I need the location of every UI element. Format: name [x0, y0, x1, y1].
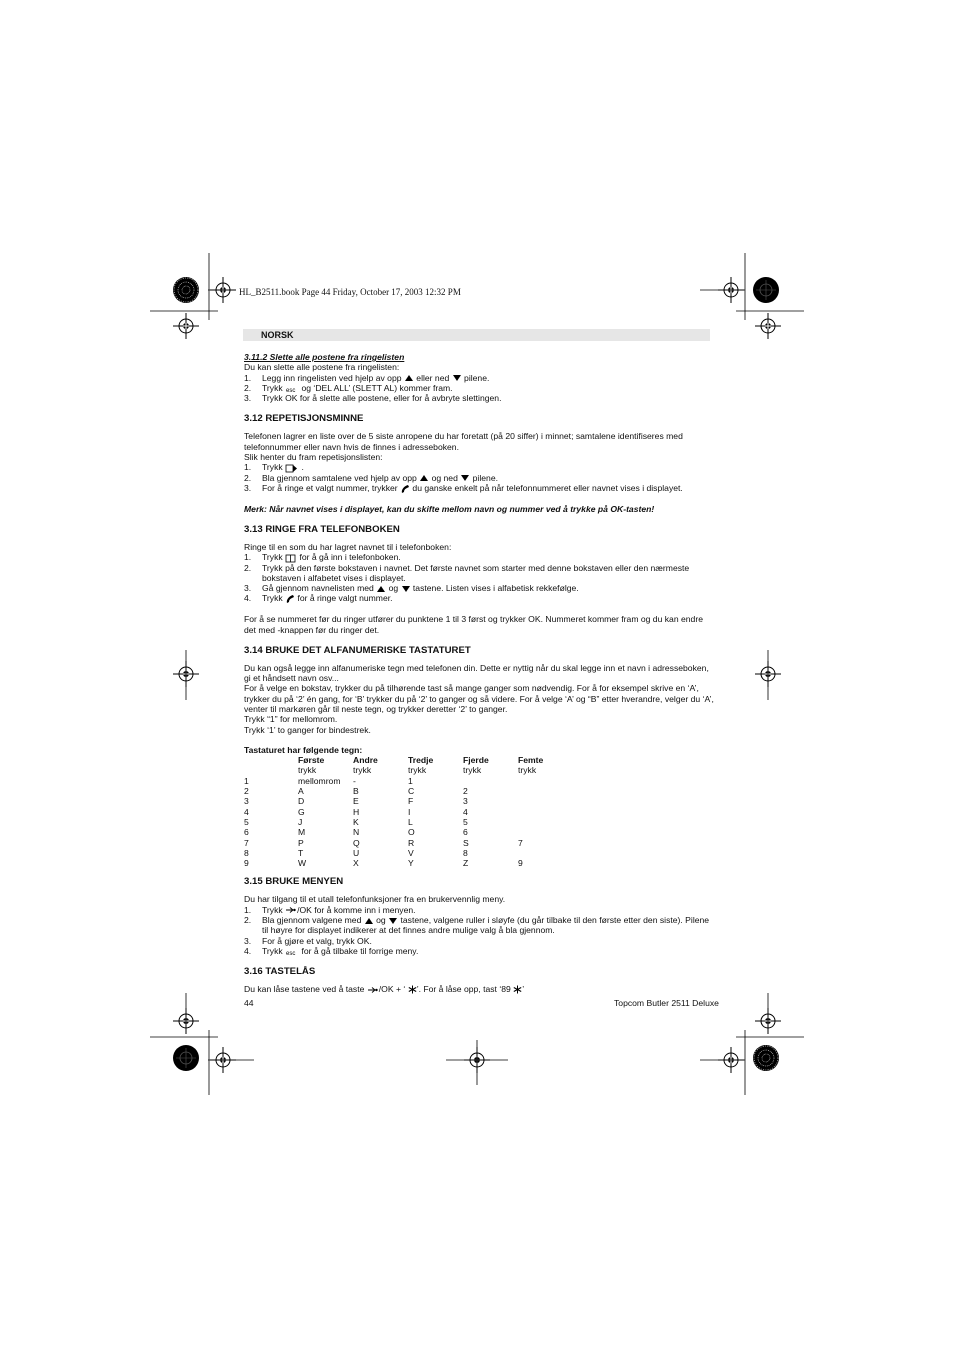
- table-header-row: [244, 755, 573, 765]
- paragraph: Ringe til en som du har lagret navnet til i telefonboken:: [244, 542, 452, 552]
- table-subheader-row: [244, 765, 573, 775]
- keypad-table: [244, 755, 573, 868]
- list-item: 3. For å ringe et valgt nummer, trykker du ganske enkelt på når telefonnummeret eller navnet vises i displayet.: [244, 482, 683, 493]
- table-cell: Fjerde: [463, 755, 489, 766]
- paragraph: For å se nummeret før du ringer utfører du punktene 1 til 3 først og trykker OK. Nummeret kommer fram og du kan endre det med -knappen før du ringer det.: [244, 614, 703, 635]
- menu-key-icon: [367, 986, 379, 994]
- section-title: 3.15 BRUKE MENYEN: [244, 876, 344, 888]
- color-target-icon: [753, 277, 779, 303]
- table-cell: K: [353, 816, 359, 827]
- table-cell: M: [298, 827, 306, 838]
- list-item: 4. Trykk esc for å gå tilbake til forrige meny.: [244, 945, 419, 956]
- table-cell: B: [353, 786, 359, 797]
- table-cell: [518, 817, 573, 827]
- table-cell: trykk: [463, 765, 482, 776]
- table-cell: F: [408, 796, 414, 807]
- table-cell: 6: [463, 827, 468, 838]
- table-cell: Andre: [353, 755, 378, 766]
- table-cell: -: [353, 775, 356, 786]
- table-cell: T: [298, 847, 304, 858]
- note: Merk: Når navnet vises i displayet, kan du skifte mellom navn og nummer ved å trykke på OK-tasten!: [244, 503, 655, 514]
- table-cell: S: [463, 837, 469, 848]
- paragraph: Du har tilgang til et utall telefonfunksjoner fra en brukervennlig meny.: [244, 894, 506, 905]
- paragraph: Du kan slette alle postene fra ringelisten:: [244, 362, 400, 373]
- list-item: 3. Trykk OK for å slette alle postene, eller for å avbryte slettingen.: [244, 393, 502, 404]
- table-cell: G: [298, 806, 305, 817]
- table-cell: I: [408, 806, 411, 817]
- step-list: [244, 552, 714, 604]
- table-row: [244, 838, 573, 848]
- table-cell: 3: [244, 796, 249, 807]
- table-cell: trykk: [298, 765, 317, 776]
- table-cell: [244, 765, 298, 775]
- table-cell: 7: [244, 837, 249, 848]
- section-title: 3.13 RINGE FRA TELEFONBOKEN: [244, 524, 400, 535]
- print-header-line: HL_B2511.book Page 44 Friday, October 17, 2003 12:32 PM: [239, 287, 461, 297]
- table-cell: U: [353, 847, 360, 858]
- table-cell: A: [298, 786, 304, 797]
- list-item: 3. For å gjøre et valg, trykk OK.: [244, 935, 372, 946]
- table-cell: trykk: [408, 765, 427, 776]
- table-cell: C: [408, 786, 415, 797]
- table-cell: 5: [244, 816, 249, 827]
- registration-mark-icon: [173, 313, 199, 339]
- table-cell: V: [408, 847, 414, 858]
- table-cell: Tredje: [408, 755, 434, 766]
- list-item: 2. Bla gjennom samtalene ved hjelp av opp og ned pilene.: [244, 472, 498, 483]
- table-row: [244, 807, 573, 817]
- table-cell: D: [298, 796, 305, 807]
- table-cell: 6: [244, 827, 249, 838]
- section-title: 3.16 TASTELÅS: [244, 966, 316, 978]
- table-cell: Femte: [518, 755, 544, 766]
- registration-mark-icon: [755, 313, 781, 339]
- table-cell: W: [298, 858, 307, 869]
- table-title: Tastaturet har følgende tegn:: [244, 744, 363, 755]
- table-row: [244, 817, 573, 827]
- up-arrow-icon: [404, 374, 414, 382]
- list-item: 1. Trykk .: [244, 462, 304, 473]
- table-cell: X: [353, 858, 359, 869]
- list-item: 2. Trykk på den første bokstaven i navnet. Det første navnet som starter med denne bokstaven eller den nærmeste bokstaven i alfabetet vises i displayet.: [244, 562, 690, 583]
- page-number: 44: [244, 998, 254, 1008]
- table-cell: [518, 796, 573, 806]
- paragraph: For å velge en bokstav, trykker du på tilhørende tast så mange ganger som nødvendig. For å for eksempel skrive en ‘A’, trykker du på ‘2’ én gang, for ‘B’ trykker du på ‘2’ to ganger og så videre. For å velge ‘A’ og “B” etter hverandre, velger du ‘A’, venter til markøren går til neste tegn, og trykker deretter ‘2’ to ganger.: [244, 683, 714, 714]
- table-cell: Første: [298, 755, 325, 766]
- table-cell: mellomrom: [298, 775, 341, 786]
- table-cell: [244, 755, 298, 765]
- table-row: [244, 796, 573, 806]
- down-arrow-icon: [401, 585, 411, 593]
- phone-handset-icon: [285, 594, 295, 604]
- phonebook-icon: [285, 554, 297, 563]
- table-cell: J: [298, 816, 303, 827]
- table-cell: O: [408, 827, 415, 838]
- phone-handset-icon: [400, 484, 410, 494]
- table-cell: 1: [408, 775, 413, 786]
- table-cell: [518, 776, 573, 786]
- esc-c-key-icon: [285, 385, 299, 393]
- color-target-icon: [173, 277, 199, 303]
- table-cell: [518, 786, 573, 796]
- paragraph: Telefonen lagrer en liste over de 5 siste anropene du har foretatt (på 20 siffer) i minnet; samtalene identifiseres med telefonnummer eller navn hvis de finnes i adresseboken.: [244, 431, 683, 452]
- table-cell: 7: [518, 837, 523, 848]
- table-cell: N: [353, 827, 360, 838]
- list-item: 3. Gå gjennom navnelisten med og tastene. Listen vises i alfabetisk rekkefølge.: [244, 583, 579, 594]
- table-cell: 8: [244, 847, 249, 858]
- table-cell: 4: [463, 806, 468, 817]
- paragraph: Trykk ‘1’ to ganger for bindestrek.: [244, 724, 371, 735]
- table-row: [244, 858, 573, 868]
- step-list: [244, 373, 714, 404]
- paragraph: Du kan låse tastene ved å taste /OK + ‘ ’. For å låse opp, tast ‘89 ’: [244, 984, 525, 995]
- table-cell: 2: [463, 786, 468, 797]
- table-cell: 4: [244, 806, 249, 817]
- table-cell: [518, 848, 573, 858]
- down-arrow-icon: [388, 917, 398, 925]
- redial-icon: [285, 464, 299, 473]
- section-title: 3.14 BRUKE DET ALFANUMERISKE TASTATURET: [244, 644, 471, 656]
- esc-c-key-icon: [285, 948, 299, 956]
- up-arrow-icon: [376, 585, 386, 593]
- table-cell: 1: [244, 775, 249, 786]
- color-target-icon: [173, 1045, 199, 1071]
- step-list: [244, 462, 714, 493]
- star-key-icon: [513, 985, 522, 994]
- table-cell: 2: [244, 786, 249, 797]
- table-cell: trykk: [353, 765, 372, 776]
- table-cell: 9: [518, 858, 523, 869]
- paragraph: Trykk “1” for mellomrom.: [244, 714, 338, 725]
- list-item: 4. Trykk for å ringe valgt nummer.: [244, 593, 393, 604]
- table-cell: E: [353, 796, 359, 807]
- svg-text:esc: esc: [286, 387, 296, 393]
- table-cell: [518, 807, 573, 817]
- subsection-title: 3.11.2 Slette alle postene fra ringelisten: [244, 352, 405, 362]
- table-cell: 5: [463, 816, 468, 827]
- table-row: [244, 827, 573, 837]
- table-cell: R: [408, 837, 415, 848]
- table-cell: H: [353, 806, 360, 817]
- section-bar: [243, 329, 710, 341]
- table-cell: Z: [463, 858, 469, 869]
- table-cell: Y: [408, 858, 414, 869]
- paragraph: Slik henter du fram repetisjonslisten:: [244, 452, 383, 463]
- table-cell: L: [408, 816, 413, 827]
- table-row: [244, 776, 573, 786]
- up-arrow-icon: [419, 474, 429, 482]
- step-list: [244, 905, 714, 956]
- star-key-icon: [408, 985, 417, 994]
- paragraph: Du kan også legge inn alfanumeriske tegn med telefonen din. Dette er nyttig når du skal legge inn et navn i adresseboken, gi et håndsett navn osv...: [244, 662, 709, 684]
- table-cell: 3: [463, 796, 468, 807]
- table-cell: 8: [463, 847, 468, 858]
- table-cell: [463, 776, 518, 786]
- page-content: [244, 352, 714, 995]
- section-bar-label: NORSK: [261, 330, 294, 340]
- table-cell: 9: [244, 858, 249, 869]
- table-row: [244, 786, 573, 796]
- footer-product: Topcom Butler 2511 Deluxe: [614, 998, 719, 1008]
- table-cell: [518, 827, 573, 837]
- table-cell: P: [298, 837, 304, 848]
- table-cell: trykk: [518, 765, 537, 776]
- list-item: 1. Trykk for å gå inn i telefonboken.: [244, 552, 401, 563]
- down-arrow-icon: [452, 374, 462, 382]
- color-target-icon: [753, 1045, 779, 1071]
- section-title: 3.12 REPETISJONSMINNE: [244, 413, 364, 425]
- list-item: 2. Trykk esc og ‘DEL ALL’ (SLETT AL) kommer fram.: [244, 382, 453, 393]
- svg-text:esc: esc: [286, 950, 296, 956]
- table-cell: Q: [353, 837, 360, 848]
- up-arrow-icon: [364, 917, 374, 925]
- list-item: 2. Bla gjennom valgene med og tastene, valgene ruller i sløyfe (du går tilbake til den første etter den siste). Pilene til høyre for displayet indikerer at det finnes andre mulige valg å bla gjennom.: [244, 915, 710, 936]
- down-arrow-icon: [460, 474, 470, 482]
- list-item: 1. Trykk /OK for å komme inn i menyen.: [244, 904, 416, 915]
- menu-key-icon: [285, 906, 297, 914]
- table-row: [244, 848, 573, 858]
- list-item: 1. Legg inn ringelisten ved hjelp av opp eller ned pilene.: [244, 372, 490, 383]
